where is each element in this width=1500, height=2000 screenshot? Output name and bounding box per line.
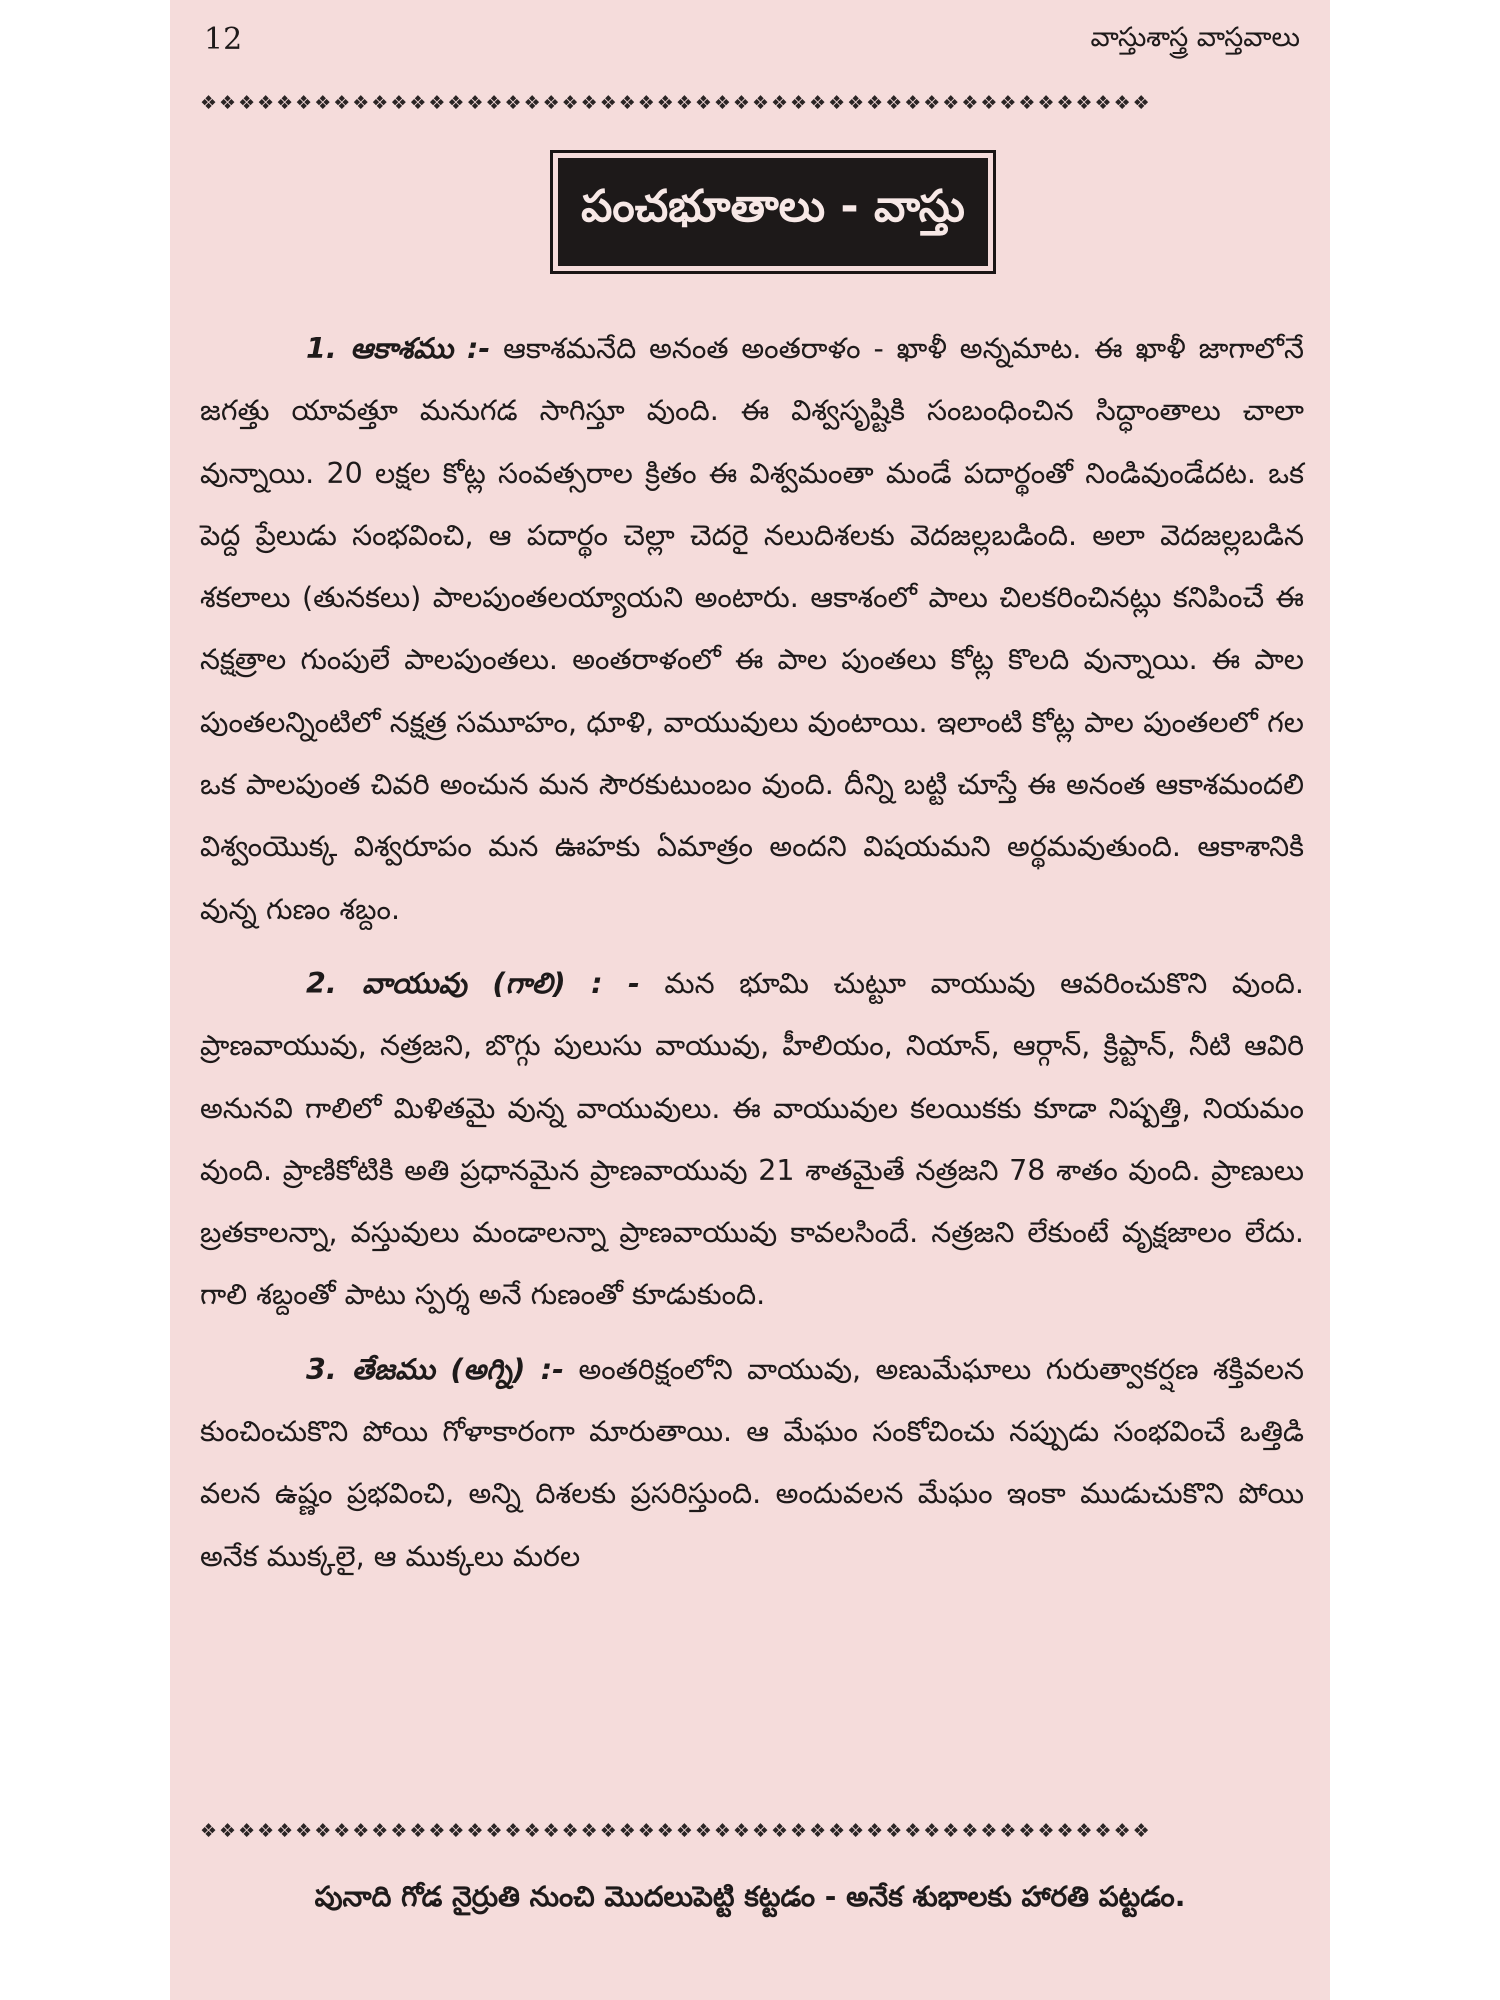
paragraph-text: ఆకాశమనేది అనంత అంతరాళం - ఖాళీ అన్నమాట. ఈ ఖాళీ జాగాలోనే జగత్తు యావత్తూ మనుగడ సాగిస్తూ వుంది. ఈ విశ్వసృష్టికి సంబంధించిన సిద్ధాంతాలు చాలా వున్నాయి. 20 లక్షల కోట్ల సంవత్సరాల క్రితం ఈ విశ్వమంతా మండే పదార్థంతో నిండివుండేదట. ఒక పెద్ద ప్రేలుడు సంభవించి, ఆ పదార్థం చెల్లా చెదరై నలుదిశలకు వెదజల్లబడింది. అలా వెదజల్లబడిన శకలాలు (తునకలు) పాలపుంతలయ్యాయని అంటారు. ఆకాశంలో పాలు చిలకరించినట్లు కనిపించే ఈ నక్షత్రాల గుంపులే పాలపుంతలు. అంతరాళంలో ఈ పాల పుంతలు కోట్ల కొలది వున్నాయి. ఈ పాల పుంతలన్నింటిలో నక్షత్ర సమూహం, ధూళి, వాయువులు వుంటాయి. ఇలాంటి కోట్ల పాల పుంతలలో గల ఒక పాలపుంత చివరి అంచున మన సౌరకుటుంబం వుంది. దీన్ని బట్టి చూస్తే ఈ అనంత ఆకాశమందలి విశ్వంయొక్క విశ్వరూపం మన ఊహకు ఏమాత్రం అందని విషయమని అర్థమవుతుంది. ఆకాశానికి వున్న గుణం శబ్దం.: [200, 332, 1304, 926]
running-title: వాస్తుశాస్త్ర వాస్తవాలు: [1090, 22, 1300, 53]
paragraph-tejamu: [200, 1339, 1304, 1588]
chapter-title-box: [550, 150, 996, 274]
paragraph-text: అంతరిక్షంలోని వాయువు, అణుమేఘాలు గురుత్వాకర్షణ శక్తివలన కుంచించుకొని పోయి గోళాకారంగా మారుతాయి. ఆ మేఘం సంకోచించు నప్పుడు సంభవించే ఒత్తిడి వలన ఉష్ణం ప్రభవించి, అన్ని దిశలకు ప్రసరిస్తుంది. అందువలన మేఘం ఇంకా ముడుచుకొని పోయి అనేక ముక్కలై, ఆ ముక్కలు మరల: [200, 1352, 1305, 1573]
chapter-title: పంచభూతాలు - వాస్తు: [558, 158, 988, 266]
top-ornament-border: ❖❖❖❖❖❖❖❖❖❖❖❖❖❖❖❖❖❖❖❖❖❖❖❖❖❖❖❖❖❖❖❖❖❖❖❖❖❖❖❖❖❖❖❖❖❖❖❖❖❖: [200, 92, 1152, 114]
section-heading-vayuvu: 2. వాయువు (గాలి) : -: [306, 966, 640, 1000]
body-text: [200, 318, 1304, 1600]
bottom-ornament-border: ❖❖❖❖❖❖❖❖❖❖❖❖❖❖❖❖❖❖❖❖❖❖❖❖❖❖❖❖❖❖❖❖❖❖❖❖❖❖❖❖❖❖❖❖❖❖❖❖❖❖: [200, 1820, 1152, 1842]
paragraph-vayuvu: [200, 953, 1304, 1327]
section-heading-tejamu: 3. తేజము (అగ్ని) :-: [306, 1352, 564, 1386]
book-page: [170, 0, 1330, 2000]
page-number: 12: [204, 22, 243, 57]
section-heading-akasham: 1. ఆకాశము :-: [306, 332, 491, 365]
paragraph-text: మన భూమి చుట్టూ వాయువు ఆవరించుకొని వుంది. ప్రాణవాయువు, నత్రజని, బొగ్గు పులుసు వాయువు, హీలియం, నియాన్, ఆర్గాన్, క్రిప్టాన్, నీటి ఆవిరి అనునవి గాలిలో మిళితమై వున్న వాయువులు. ఈ వాయువుల కలయికకు కూడా నిష్పత్తి, నియమం వుంది. ప్రాణికోటికి అతి ప్రధానమైన ప్రాణవాయువు 21 శాతమైతే నత్రజని 78 శాతం వుంది. ప్రాణులు బ్రతకాలన్నా, వస్తువులు మండాలన్నా ప్రాణవాయువు కావలసిందే. నత్రజని లేకుంటే వృక్షజాలం లేదు. గాలి శబ్దంతో పాటు స్పర్శ అనే గుణంతో కూడుకుంది.: [200, 966, 1304, 1312]
footer-proverb: పునాది గోడ నైర్రుతి నుంచి మొదలుపెట్టి కట్టడం - అనేక శుభాలకు హారతి పట్టడం.: [314, 1880, 1186, 1913]
paragraph-akasham: [200, 318, 1304, 941]
